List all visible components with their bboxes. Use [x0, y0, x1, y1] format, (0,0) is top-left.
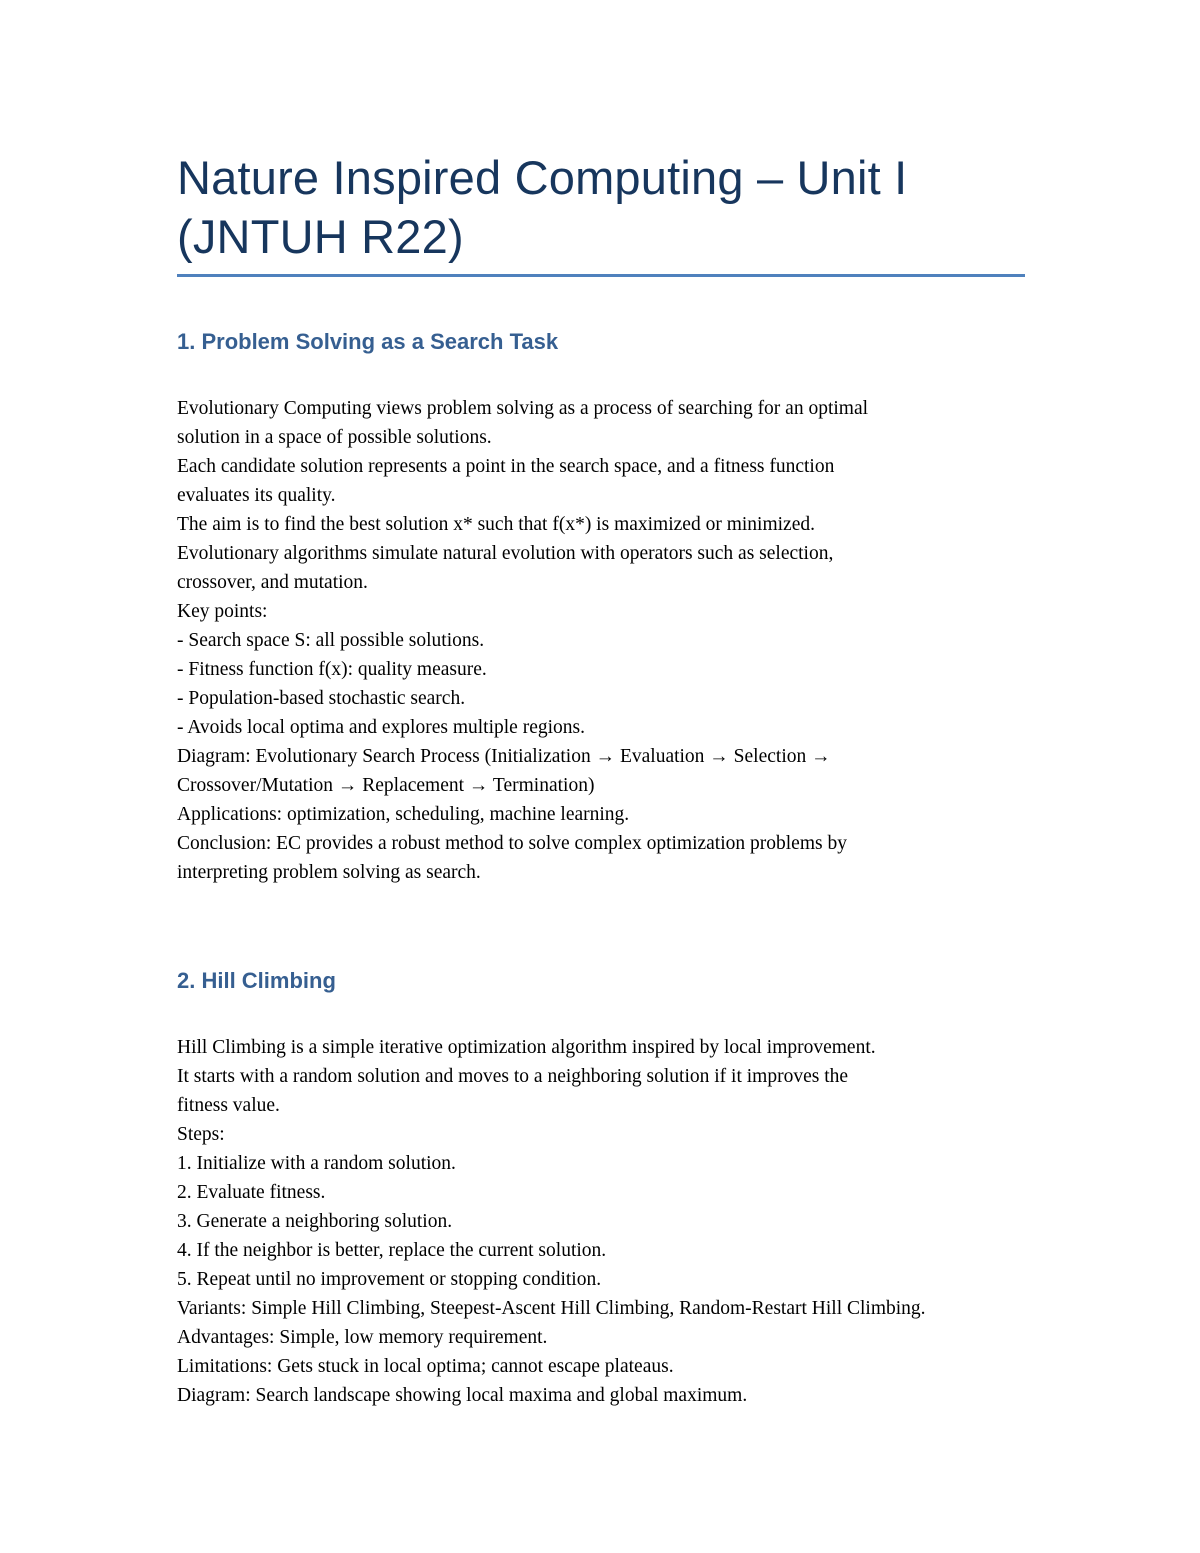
- document-content: [177, 148, 1025, 1410]
- body-line: Conclusion: EC provides a robust method to solve complex optimization problems by: [177, 833, 847, 854]
- body-line: Key points:: [177, 601, 268, 622]
- title-line-1: Nature Inspired Computing – Unit I: [177, 151, 908, 204]
- bullet-line: - Avoids local optima and explores multiple regions.: [177, 717, 585, 738]
- body-line: The aim is to find the best solution x* such that f(x*) is maximized or minimized.: [177, 514, 815, 535]
- bullet-line: - Fitness function f(x): quality measure.: [177, 659, 487, 680]
- section-body: [177, 394, 1025, 887]
- body-line: Hill Climbing is a simple iterative optimization algorithm inspired by local improvement.: [177, 1037, 876, 1058]
- body-line: Variants: Simple Hill Climbing, Steepest-Ascent Hill Climbing, Random-Restart Hill Climbing.: [177, 1298, 926, 1319]
- body-line: Steps:: [177, 1124, 225, 1145]
- section-body: [177, 1033, 1025, 1410]
- section-heading: 1. Problem Solving as a Search Task: [177, 329, 559, 354]
- step-line: 4. If the neighbor is better, replace the current solution.: [177, 1240, 607, 1261]
- body-line: interpreting problem solving as search.: [177, 862, 481, 883]
- body-line: Diagram: Evolutionary Search Process (Initialization → Evaluation → Selection →: [177, 746, 831, 767]
- body-line: It starts with a random solution and moves to a neighboring solution if it improves the: [177, 1066, 849, 1087]
- body-line: Evolutionary Computing views problem solving as a process of searching for an optimal: [177, 398, 869, 419]
- body-line: crossover, and mutation.: [177, 572, 368, 593]
- step-line: 2. Evaluate fitness.: [177, 1182, 326, 1203]
- body-line: Diagram: Search landscape showing local maxima and global maximum.: [177, 1385, 748, 1406]
- body-line: Limitations: Gets stuck in local optima; cannot escape plateaus.: [177, 1356, 674, 1377]
- body-line: solution in a space of possible solutions.: [177, 427, 492, 448]
- body-line: Advantages: Simple, low memory requirement.: [177, 1327, 548, 1348]
- step-line: 1. Initialize with a random solution.: [177, 1153, 456, 1174]
- section-problem-solving: [177, 328, 1025, 887]
- bullet-line: - Population-based stochastic search.: [177, 688, 466, 709]
- document-title: [177, 148, 1025, 274]
- body-line: Applications: optimization, scheduling, machine learning.: [177, 804, 630, 825]
- section-hill-climbing: [177, 967, 1025, 1410]
- section-heading: 2. Hill Climbing: [177, 968, 336, 993]
- body-line: Each candidate solution represents a point in the search space, and a fitness function: [177, 456, 835, 477]
- body-line: Evolutionary algorithms simulate natural evolution with operators such as selection,: [177, 543, 834, 564]
- step-line: 5. Repeat until no improvement or stopping condition.: [177, 1269, 602, 1290]
- title-underline-rule: [177, 274, 1025, 277]
- bullet-line: - Search space S: all possible solutions.: [177, 630, 485, 651]
- body-line: Crossover/Mutation → Replacement → Termination): [177, 775, 595, 796]
- step-line: 3. Generate a neighboring solution.: [177, 1211, 453, 1232]
- body-line: evaluates its quality.: [177, 485, 336, 506]
- title-line-2: (JNTUH R22): [177, 210, 464, 263]
- body-line: fitness value.: [177, 1095, 280, 1116]
